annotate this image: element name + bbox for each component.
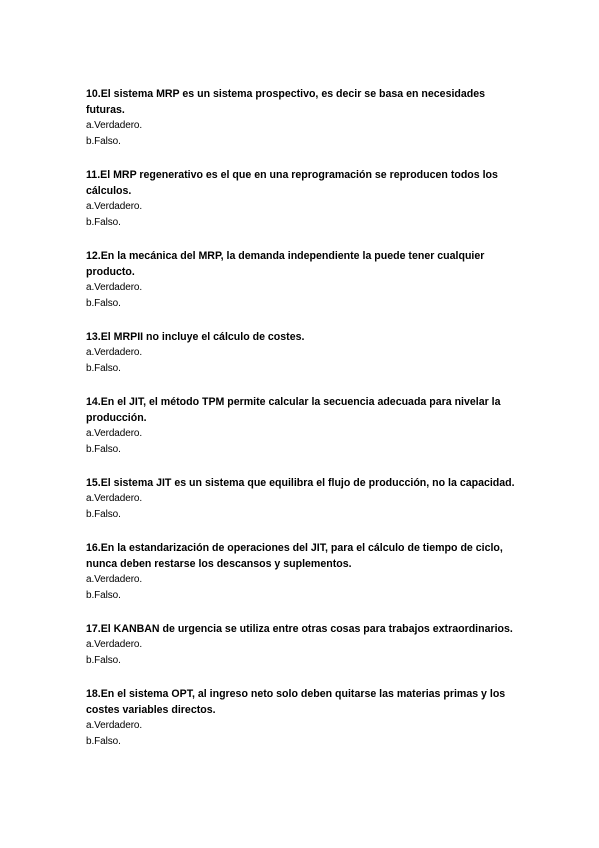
option-b: b.Falso. — [86, 217, 121, 228]
option-a: a.Verdadero. — [86, 120, 143, 131]
quiz-page — [86, 86, 526, 767]
question-text: 10.El sistema MRP es un sistema prospectivo, es decir se basa en necesidades futuras. — [86, 88, 486, 116]
question-12 — [86, 248, 526, 312]
option-b: b.Falso. — [86, 736, 121, 747]
question-14 — [86, 394, 526, 458]
question-text: 16.En la estandarización de operaciones del JIT, para el cálculo de tiempo de ciclo, nunca deben restarse los descansos y suplementos. — [86, 542, 503, 570]
option-b: b.Falso. — [86, 509, 121, 520]
question-16 — [86, 540, 526, 604]
question-text: 18.En el sistema OPT, al ingreso neto solo deben quitarse las materias primas y los costes variables directos. — [86, 688, 506, 716]
question-18 — [86, 686, 526, 750]
question-text: 11.El MRP regenerativo es el que en una reprogramación se reproducen todos los cálculos. — [86, 169, 498, 197]
question-13 — [86, 329, 526, 377]
question-text: 17.El KANBAN de urgencia se utiliza entre otras cosas para trabajos extraordinarios. — [86, 623, 513, 635]
question-text: 12.En la mecánica del MRP, la demanda independiente la puede tener cualquier producto. — [86, 250, 485, 278]
option-a: a.Verdadero. — [86, 574, 143, 585]
option-a: a.Verdadero. — [86, 201, 143, 212]
option-a: a.Verdadero. — [86, 347, 143, 358]
option-a: a.Verdadero. — [86, 720, 143, 731]
option-b: b.Falso. — [86, 590, 121, 601]
question-15 — [86, 475, 526, 523]
option-b: b.Falso. — [86, 363, 121, 374]
option-b: b.Falso. — [86, 298, 121, 309]
question-text: 14.En el JIT, el método TPM permite calcular la secuencia adecuada para nivelar la producción. — [86, 396, 501, 424]
option-b: b.Falso. — [86, 655, 121, 666]
question-10 — [86, 86, 526, 150]
option-b: b.Falso. — [86, 444, 121, 455]
question-11 — [86, 167, 526, 231]
question-text: 13.El MRPII no incluye el cálculo de costes. — [86, 331, 305, 343]
option-b: b.Falso. — [86, 136, 121, 147]
option-a: a.Verdadero. — [86, 282, 143, 293]
question-17 — [86, 621, 526, 669]
option-a: a.Verdadero. — [86, 428, 143, 439]
option-a: a.Verdadero. — [86, 493, 143, 504]
question-text: 15.El sistema JIT es un sistema que equilibra el flujo de producción, no la capacidad. — [86, 477, 515, 489]
option-a: a.Verdadero. — [86, 639, 143, 650]
